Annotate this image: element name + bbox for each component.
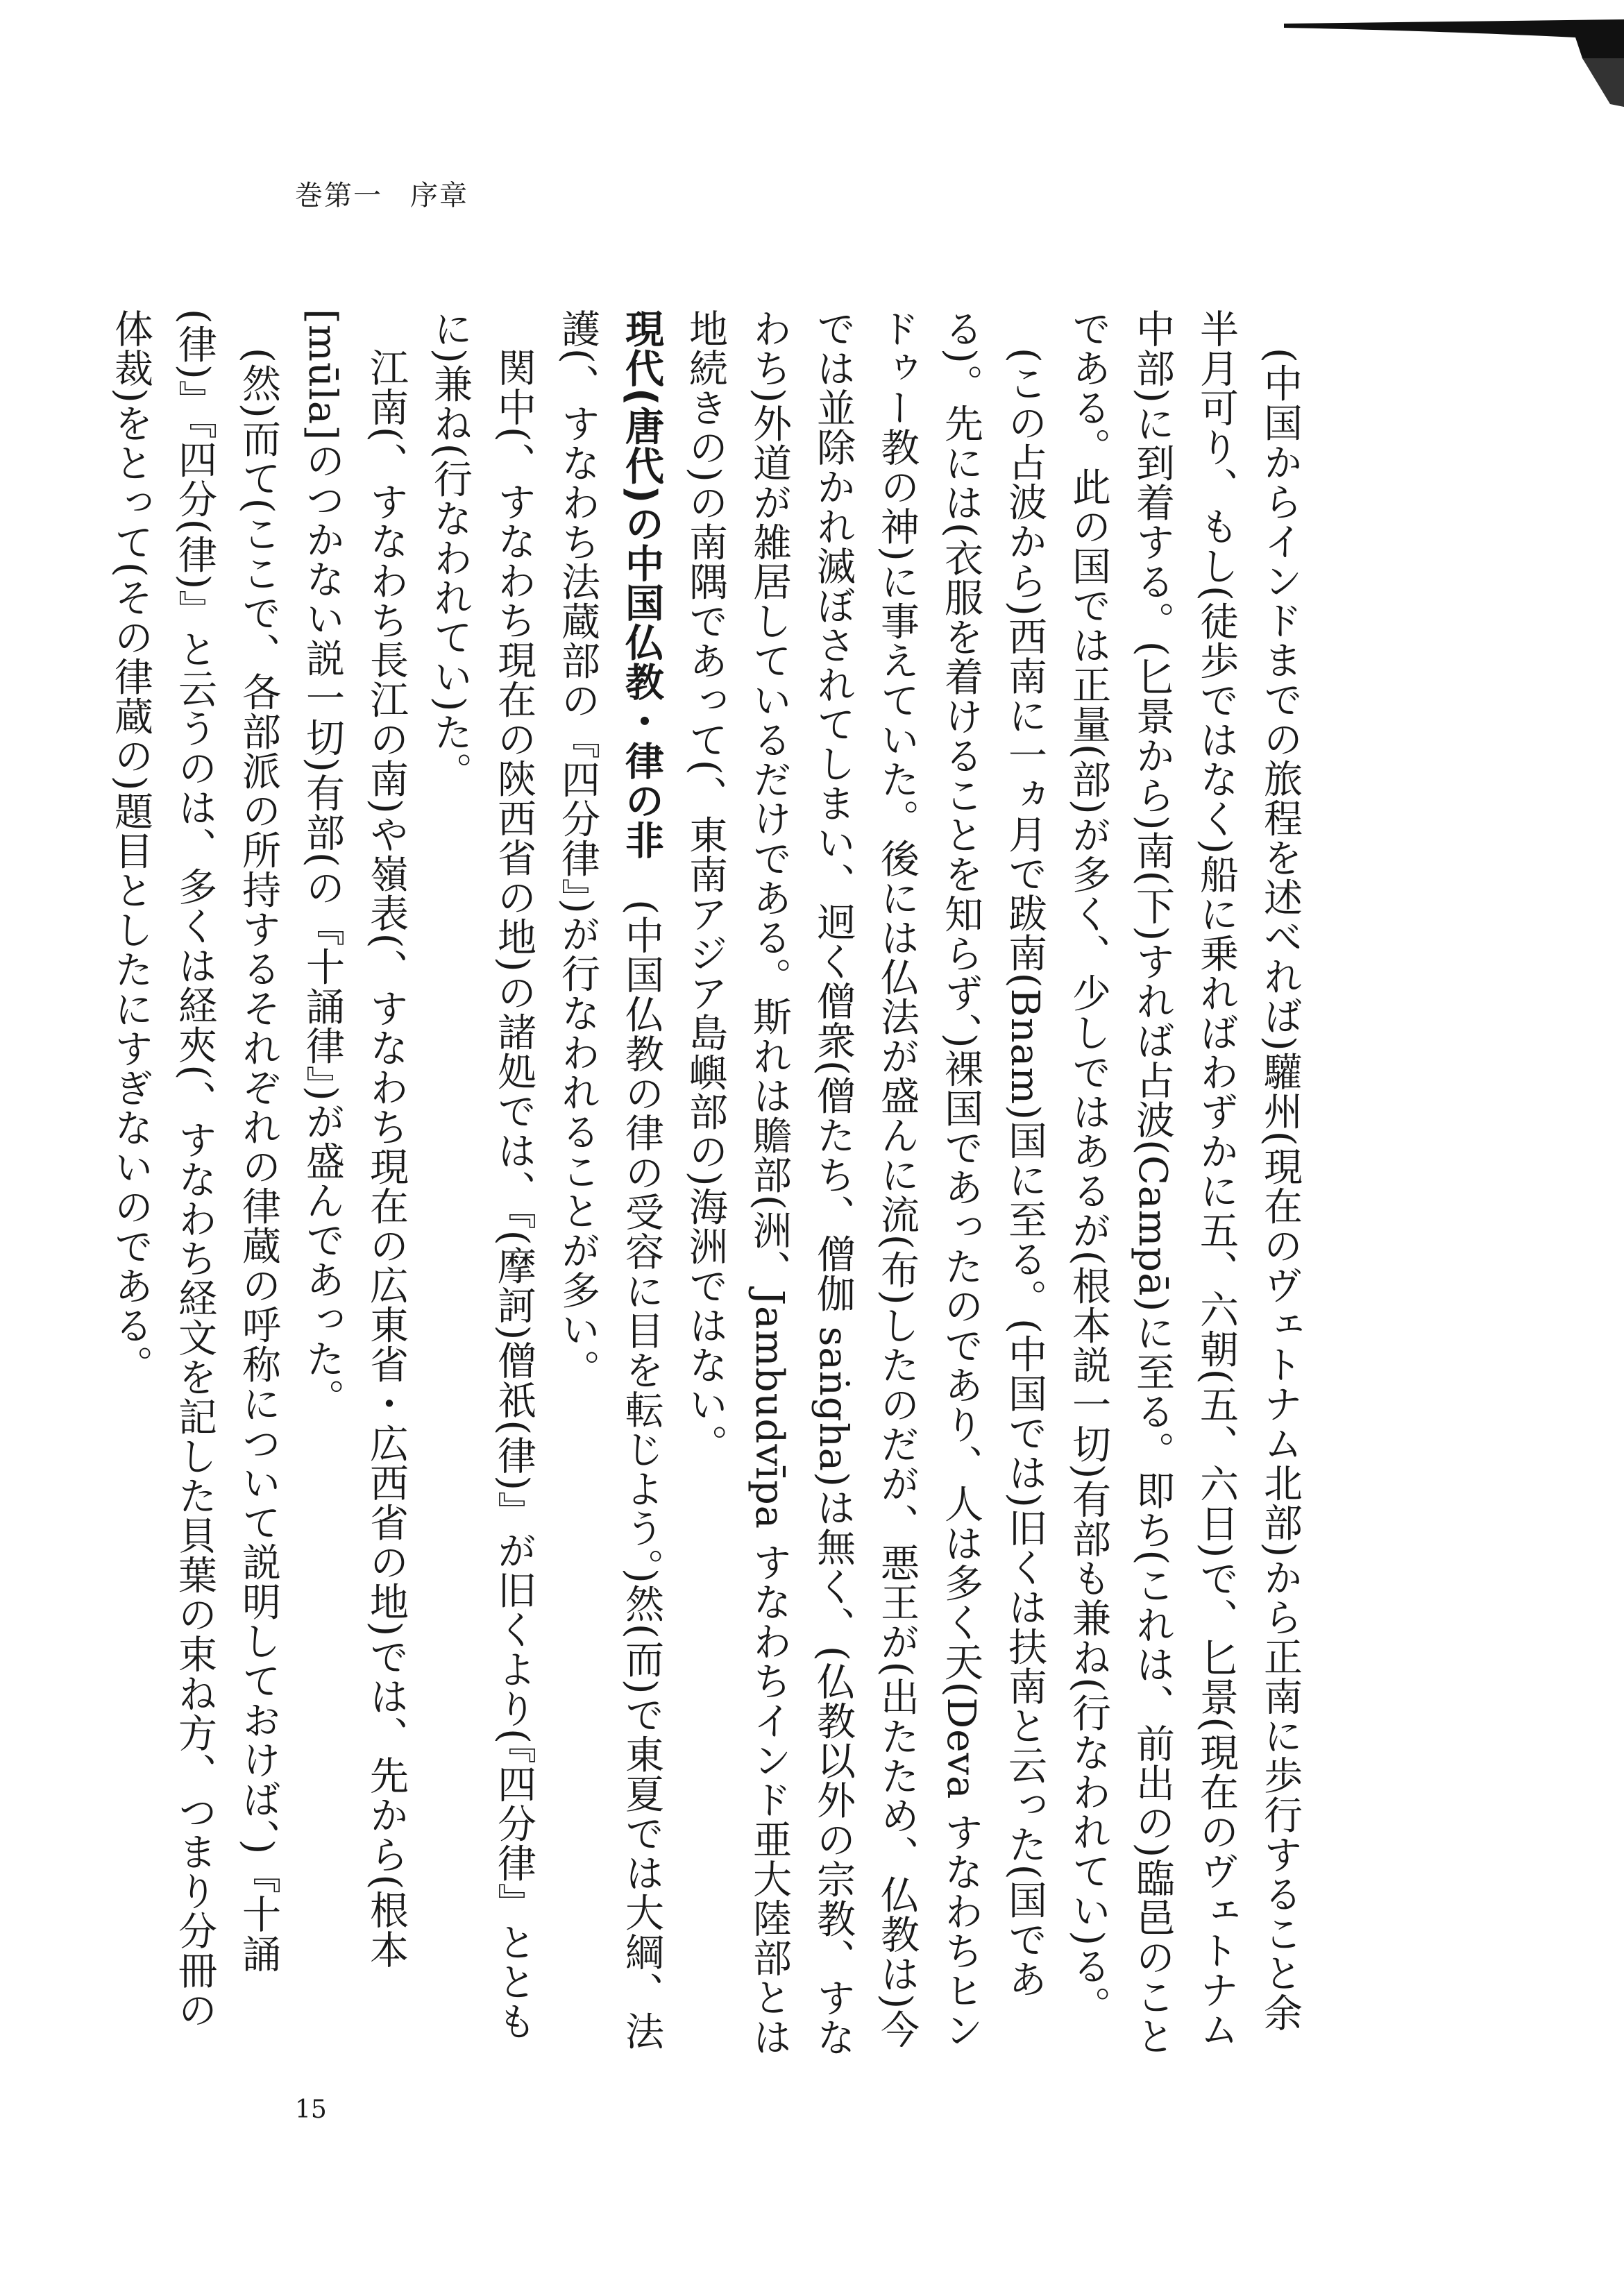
volume-label: 巻第一 (295, 180, 382, 212)
vertical-text-body (108, 309, 1312, 2064)
section-heading: 現代(唐代)の中国仏教・律の非 (619, 309, 664, 860)
running-head (295, 173, 496, 213)
paragraph-1: (中国からインドまでの旅程を述べれば)驩州(現在のヴェトナム北部)から正南に歩行すること余半月可り、もし(徒歩ではなく)船に乗ればわずかに五、六朝(五、六日)で、匕景(現在のヴェトナム中部)に到着する。(匕景から)南(下)すれば占波(Campā)に至る。即ち(これは、前出の)臨邑のことである。此の国では正量(部)が多く、少しではあるが(根本説一切)有部も兼ね(行なわれてい)る。 (1066, 309, 1303, 2057)
paragraph-2: (この占波から)西南に一ヵ月で跋南(Bnam)国に至る。(中国では)旧くは扶南と云った(国である)。先には(衣服を着けることを知らず、)裸国であったのであり、人は多く天(Deva すなわちヒンドゥー教の神)に事えていた。後には仏法が盛んに流(布)したのだが、悪王が(出たため、仏教は)今では並除かれ滅ぼされてしまい、迥く僧衆(僧たち、僧伽 saṅgha)は無く、(仏教以外の宗教、すなわち)外道が雑居しているだけである。斯れは贍部(洲、Jambudvīpa すなわちインド亜大陸部とは地続きの)の南隅であって(、東南アジア島嶼部の)海洲ではない。 (683, 309, 1047, 2057)
section-heading-paragraph (545, 309, 673, 2064)
paragraph-4: 江南(、すなわち長江の南)や嶺表(、すなわち現在の広東省・広西省の地)では、先から(根本[mūla]のつかない説一切)有部(の『十誦律』)が盛んであった。 (300, 309, 409, 1970)
paragraph-5: (然)而て(ここで、各部派の所持するそれぞれの律蔵の呼称について説明しておけば、)『十誦(律)』『四分(律)』と云うのは、多くは経夾(、すなわち経文を記した貝葉の束ね方、つまり分冊の体裁)をとって(その律蔵の)題目としたにすぎないのである。 (108, 309, 281, 2030)
chapter-label: 序章 (410, 180, 468, 212)
paragraph-3: 関中(、すなわち現在の陝西省の地)の諸処では、『(摩訶)僧祇(律)』が旧くより(『四分律』とともに)兼ね(行なわれてい)た。 (428, 309, 536, 2041)
page-number: 15 (295, 2095, 327, 2124)
section-heading-text: (中国仏教の律の受容に目を転じよう。)然(而)で東夏では大綱、法護(、すなわち法蔵部の『四分律』)が行なわれることが多い。 (555, 309, 664, 2051)
scan-edge-mark (1284, 17, 1624, 107)
